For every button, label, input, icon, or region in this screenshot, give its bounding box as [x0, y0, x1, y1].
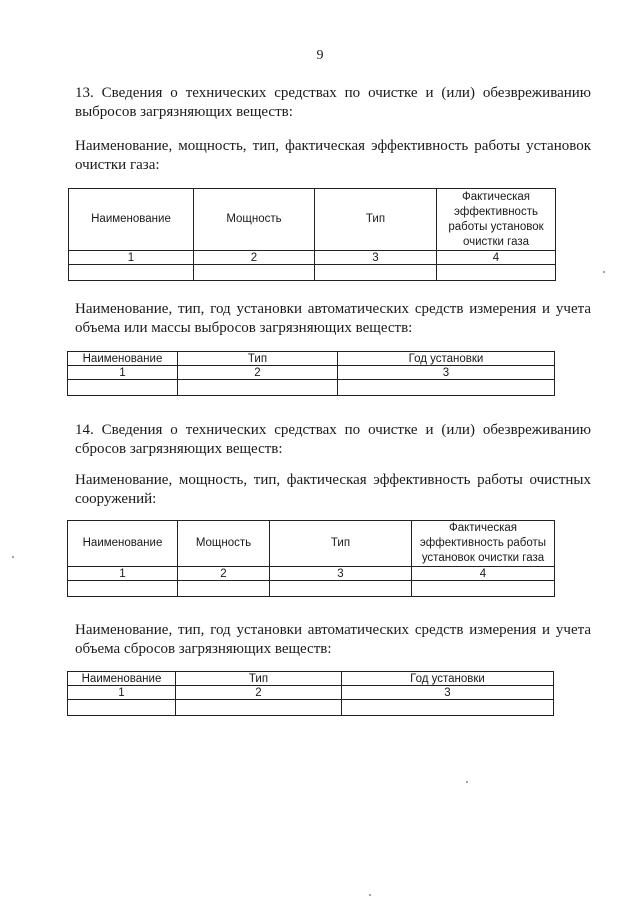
empty-cell [270, 581, 412, 597]
empty-cell [194, 265, 315, 281]
empty-cell [68, 700, 176, 716]
scan-speck [369, 894, 371, 896]
column-number: 1 [69, 251, 194, 265]
column-number: 3 [338, 366, 555, 380]
scan-speck [466, 781, 468, 783]
section-13-gas-cleaning-table [68, 188, 556, 281]
header-type: Тип [178, 352, 338, 366]
empty-cell [315, 265, 437, 281]
section-13-heading: 13. Сведения о технических средствах по очистке и (или) обезвреживанию выбросов загрязняющих веществ: [75, 85, 591, 120]
section-13-measurement-table [67, 351, 555, 396]
section-14-table-1-caption: Наименование, мощность, тип, фактическая эффективность работы очистных сооружений: [75, 472, 591, 507]
header-capacity: Мощность [178, 521, 270, 567]
section-14-treatment-table [67, 520, 555, 597]
header-name: Наименование [68, 672, 176, 686]
column-number: 3 [315, 251, 437, 265]
header-install-year: Год установки [342, 672, 554, 686]
section-14-heading: 14. Сведения о технических средствах по очистке и (или) обезвреживанию сбросов загрязняющих веществ: [75, 422, 591, 457]
column-number: 2 [178, 366, 338, 380]
empty-cell [176, 700, 342, 716]
column-number: 3 [342, 686, 554, 700]
column-number: 1 [68, 366, 178, 380]
empty-cell [68, 380, 178, 396]
section-13-table-1-caption: Наименование, мощность, тип, фактическая эффективность работы установок очистки газа: [75, 138, 591, 173]
header-type: Тип [176, 672, 342, 686]
empty-cell [178, 581, 270, 597]
column-number: 4 [437, 251, 556, 265]
header-name: Наименование [69, 189, 194, 251]
empty-cell [338, 380, 555, 396]
scan-speck [603, 271, 605, 273]
empty-cell [68, 581, 178, 597]
header-efficiency: Фактическая эффективность работы установок очистки газа [412, 521, 555, 567]
header-type: Тип [315, 189, 437, 251]
header-name: Наименование [68, 521, 178, 567]
section-14-table-2-caption: Наименование, тип, год установки автоматических средств измерения и учета объема сбросов загрязняющих веществ: [75, 622, 591, 657]
column-number: 2 [194, 251, 315, 265]
column-number: 1 [68, 686, 176, 700]
column-number: 4 [412, 567, 555, 581]
column-number: 2 [176, 686, 342, 700]
empty-cell [69, 265, 194, 281]
header-capacity: Мощность [194, 189, 315, 251]
page-number: 9 [316, 48, 324, 63]
column-number: 1 [68, 567, 178, 581]
header-name: Наименование [68, 352, 178, 366]
empty-cell [342, 700, 554, 716]
empty-cell [178, 380, 338, 396]
header-type: Тип [270, 521, 412, 567]
empty-cell [437, 265, 556, 281]
column-number: 2 [178, 567, 270, 581]
empty-cell [412, 581, 555, 597]
section-14-measurement-table [67, 671, 554, 716]
scan-speck [12, 556, 14, 558]
header-efficiency: Фактическая эффективность работы установок очистки газа [437, 189, 556, 251]
header-install-year: Год установки [338, 352, 555, 366]
section-13-table-2-caption: Наименование, тип, год установки автоматических средств измерения и учета объема или массы выбросов загрязняющих веществ: [75, 301, 591, 336]
column-number: 3 [270, 567, 412, 581]
